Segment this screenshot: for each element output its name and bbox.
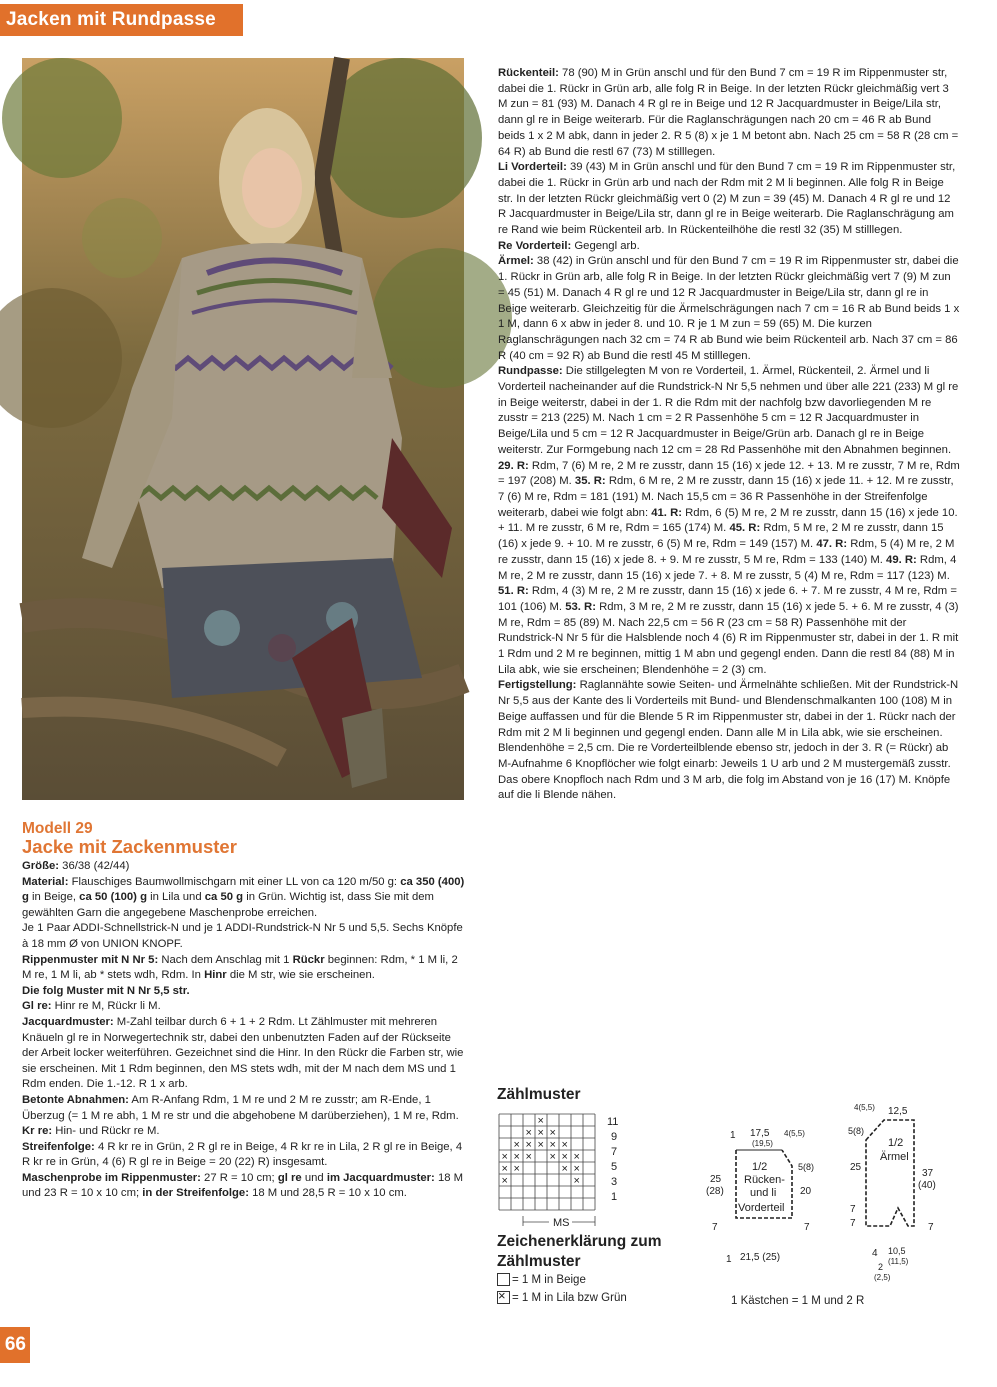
svg-text:(28): (28) — [706, 1186, 724, 1197]
decrease-paragraph: Betonte Abnahmen: Am R-Anfang Rdm, 1 M re und 2 M re zusstr; am R-Ende, 1 Überzug (= 1 M re abh, 1 M re str und die abgehobene M darüberziehen), 1 M re, Rdm. — [22, 1093, 459, 1122]
row-number: 1 — [611, 1191, 618, 1203]
chart-cross-cell: × — [525, 1127, 532, 1139]
chart-cross-cell: × — [561, 1163, 568, 1175]
rib-paragraph: Rippenmuster mit N Nr 5: Nach dem Anschlag mit 1 Rückr beginnen: Rdm, * 1 M li, 2 M re, 1 M li, ab * stets wdh, Rdm. In Hinr die M str, wie sie erscheinen. — [22, 953, 458, 982]
svg-text:1: 1 — [726, 1254, 732, 1265]
svg-text:(19,5): (19,5) — [752, 1139, 773, 1148]
chart-cross-cell: × — [549, 1139, 556, 1151]
size-paragraph: Größe: 36/38 (42/44) — [22, 860, 130, 872]
svg-text:4(5,5): 4(5,5) — [784, 1129, 805, 1138]
material-paragraph: Material: Flauschiges Baumwollmischgarn mit einer LL von ca 120 m/50 g: ca 350 (400) g in Beige, ca 50 (100) g in Lila und ca 50 g in Grün. Wichtig ist, dass Sie mit dem gewählten Garn die angegebene Maschenprobe erreichen. — [22, 875, 465, 919]
right-column — [498, 66, 960, 804]
row-number: 9 — [611, 1131, 618, 1143]
svg-text:Rücken-: Rücken- — [744, 1174, 785, 1186]
sleeve-paragraph: Ärmel: 38 (42) in Grün anschl und für den Bund 7 cm = 19 R im Rippenmuster str, dabei die 1. Rückr in Grün arb, alle folg R in Beige. In der letzten Rückr gleichmäßig vert 7 (9) M zun = 45 (51) M. Danach 4 R gl re und 12 R Jacquardmuster in Beige/Lila str, dann gl re in Beige weiterarb. Gleichzeitig für die Ärmelschrägungen nach 7 cm = 16 R ab Bund beids 1 x 1 M, dann 6 x abw in jeder 8. und 10. R je 1 M zun = 59 (65) M. Die kurzen Raglanschrägungen nach 32 cm = 74 R ab Bund wie beim Rückenteil arb. Nach 37 cm = 86 R (40 cm = 92 R) ab Bund die restl 45 M stilllegen. — [498, 255, 960, 362]
chart-cross-cell: × — [573, 1163, 580, 1175]
gauge-paragraph: Maschenprobe im Rippenmuster: 27 R = 10 cm; gl re und im Jacquardmuster: 18 M und 23 R = 10 x 10 cm; in der Streifenfolge: 18 M und 28,5 R = 10 x 10 cm. — [22, 1171, 464, 1200]
cross-square-icon — [497, 1291, 510, 1304]
legend-heading: Zeichenerklärung zum Zählmuster — [497, 1233, 662, 1270]
chart-cross-cell: × — [513, 1163, 520, 1175]
svg-text:Ärmel: Ärmel — [880, 1151, 909, 1163]
svg-text:4(5,5): 4(5,5) — [854, 1103, 875, 1112]
left-front-paragraph: Li Vorderteil: 39 (43) M in Grün anschl und für den Bund 7 cm = 19 R im Rippenmuster str, dabei die 1. Rückr in Grün arb und nach der Rdm mit 2 M li beginnen. Alle folg R in Beige str. In der letzten Rückr gleichmäßig vert 0 (2) M zun = 39 (45) M. Danach 4 R gl re und 12 R Jacquardmuster in Beige/Lila str, dann gl re in Beige weiterarb. Die Raglanschrägung am re Rand wie beim Rückenteil arb. In Rückenteilhöhe die restl 32 (35) M stilllegen. — [498, 161, 956, 237]
svg-text:17,5: 17,5 — [750, 1128, 770, 1139]
svg-text:10,5: 10,5 — [888, 1246, 906, 1256]
chart-cross-cell: × — [573, 1151, 580, 1163]
svg-text:(40): (40) — [918, 1180, 936, 1191]
svg-text:7: 7 — [928, 1222, 934, 1233]
svg-text:5(8): 5(8) — [848, 1126, 865, 1136]
chart-cross-cell: × — [513, 1151, 520, 1163]
row-number: 5 — [611, 1161, 618, 1173]
legend-lila: × = 1 M in Lila bzw Grün — [497, 1291, 627, 1304]
yoke-paragraph: Rundpasse: Die stillgelegten M von re Vorderteil, 1. Ärmel, Rückenteil, 2. Ärmel und li Vorderteil nacheinander auf die Rundstrick-N Nr 5,5 nehmen und über alle 221 (233) M gl re in Beige weiterstr, dabei in der 1. R die Rdm mit der nachfolg bzw davorliegenden M re zusstr = 213 (225) M. Nach 1 cm = 2 R Passenhöhe 5 cm = 12 R Jacquardmuster in Beige/Lila und 5 cm = 12 R Jacquardmuster in Beige/Grün arb. Danach gl re in Beige weiterstr. Zur Formgebung nach 12 cm = 28 Rd Passenhöhe mit den Abnahmen beginnen. 29. R: Rdm, 7 (6) M re, 2 M re zusstr, dann 15 (16) x jede 12. + 13. M re zusstr, 7 M re, Rdm = 197 (208) M. 35. R: Rdm, 6 M re, 2 M re zusstr, dann 15 (16) x jede 11. + 12. M re zusstr, 7 (6) M re, Rdm = 181 (191) M. Nach 15,5 cm = 36 R Passenhöhe in der Streifenfolge weiterarb, dabei wie folgt abn: 41. R: Rdm, 6 (5) M re, 2 M re zusstr, dann 15 (16) x jede 10. + 11. M re zusstr, 6 M re, Rdm = 165 (174) M. 45. R: Rdm, 5 M re, 2 M re zusstr, dann 15 (16) x jede 9. + 10. M re zusstr, 6 (5) M re, Rdm = 149 (157) M. 47. R: Rdm, 5 (4) M re, 2 M re zusstr, dann 15 (16) x jede 8. + 9. M re zusstr, 5 M re, Rdm = 133 (140) M. 49. R: Rdm, 4 M re, 2 M re zusstr, dann 15 (16) x jede 7. + 8. M re zusstr, 5 (4) M re, Rdm = 117 (123) M. 51. R: Rdm, 4 (3) M re, 2 M re zusstr, dann 15 (16) x jede 6. + 7. M re zusstr, 4 M re, Rdm = 101 (106) M. 53. R: Rdm, 3 M re, 2 M re zusstr, dann 15 (16) x jede 5. + 6. M re zusstr, 4 (3) M re, Rdm = 85 (89) M. Nach 22,5 cm = 56 R (23 cm = 58 R) Passenhöhe mit der Rundstrick-N Nr 5 für die Halsblende noch 4 (6) R im Rippenmuster str, dabei in der 1. R mit 1 Rdm und 2 M re beginnen, mittig 1 M abn und gegengl enden. Dann die restl 84 (88) M in Lila abk, wie sie erscheinen; Blendenhöhe = 2 (3) cm. — [498, 365, 960, 676]
svg-text:7: 7 — [850, 1218, 856, 1229]
svg-text:37: 37 — [922, 1168, 934, 1179]
svg-text:2: 2 — [878, 1262, 884, 1272]
chart-cross-cell: × — [549, 1127, 556, 1139]
jacquard-paragraph: Jacquardmuster: M-Zahl teilbar durch 6 + 1 + 2 Rdm. Lt Zählmuster mit mehreren Knäueln gl re in Norwegertechnik str, dabei den unbenutzten Faden auf der Rückseite der Arbeit locker weiterführen. Gezeichnet sind die Hinr. In den Rückr die Farben str, wie sie erscheinen. Mit 1 Rdm beginnen, den MS stets wdh, mit der M nach dem MS und 1 Rdm enden. Die 1.-12. R 1 x arb. — [22, 1015, 464, 1091]
svg-text:21,5 (25): 21,5 (25) — [740, 1252, 781, 1263]
svg-text:und li: und li — [750, 1187, 777, 1199]
row-number: 11 — [607, 1116, 619, 1128]
right-front-paragraph: Re Vorderteil: Gegengl arb. — [498, 239, 640, 252]
model-photo — [22, 58, 464, 800]
svg-text:7: 7 — [850, 1204, 856, 1215]
svg-text:4: 4 — [872, 1248, 878, 1259]
row-number: 3 — [611, 1176, 618, 1188]
chart-cross-cell: × — [573, 1175, 580, 1187]
chart-cross-cell: × — [513, 1139, 520, 1151]
svg-text:Vorderteil: Vorderteil — [738, 1202, 785, 1214]
back-paragraph: Rückenteil: 78 (90) M in Grün anschl und für den Bund 7 cm = 19 R im Rippenmuster str, dabei die 1. Rückr in Grün arb, alle folg R in Beige. In der letzten Rückr gleichmäßig vert 3 M zun = 81 (93) M. Danach 4 R gl re in Beige und 12 R Jacquardmuster in Beige/Lila str, dann gl re in Beige weiterarb. Für die Raglanschrägungen nach 20 cm = 46 R ab Bund beids 1 x 2 M abk, dann in jeder 2. R 5 (8) x je 1 M betont abn. Nach 25 cm = 58 R (28 cm = 64 R) ab Bund die restl 67 (73) M stilllegen. — [498, 67, 959, 158]
svg-text:1/2: 1/2 — [888, 1137, 904, 1149]
chart-cross-cell: × — [525, 1151, 532, 1163]
pattern-title: Jacke mit Zackenmuster — [22, 836, 237, 857]
chart-cross-cell: × — [501, 1175, 508, 1187]
chart-cross-cell: × — [537, 1127, 544, 1139]
chart-heading: Zählmuster — [497, 1086, 581, 1103]
model-number: Modell 29 — [22, 820, 93, 837]
legend-beige: = 1 M in Beige — [497, 1273, 586, 1286]
svg-text:25: 25 — [710, 1174, 722, 1185]
empty-square-icon — [497, 1273, 510, 1286]
chart-cross-cell: × — [561, 1151, 568, 1163]
stripe-paragraph: Streifenfolge: 4 R kr re in Grün, 2 R gl re in Beige, 4 R kr re in Lila, 2 R gl re in Beige, 4 R kr re in Grün, 4 (6) R gl re in Beige = 20 (22) R) insgesamt. — [22, 1140, 463, 1169]
finishing-paragraph: Fertigstellung: Raglannähte sowie Seiten- und Ärmelnähte schließen. Mit der Rundstrick-N Nr 5,5 aus der Kante des li Vorderteils mit Bund- und Blendenschmalkanten 100 (108) M in Beige auffassen und für die Blende 5 R im Rippenmuster str, dabei in der 1. Rückr nach der Rdm mit 2 M li beginnen und gegengl enden. Dann alle M in Lila abk, wie sie erscheinen. Blendenhöhe = 2,5 cm. Die re Vorderteilblende ebenso str, jedoch in der 3. R (= Rückr) ab M-Aufnahme 6 Knopflöcher wie folgt einarb: Jeweils 1 U arb und 2 M mustergemäß zusstr. Das obere Knopfloch nach Rdm und 3 M arb, die folg im Abstand von je 16 (17) M. Knöpfe auf die li Blende nähen. — [498, 679, 959, 802]
chart-cross-cell: × — [549, 1151, 556, 1163]
page-number: 66 — [0, 1327, 30, 1363]
following-paragraph: Die folg Muster mit N Nr 5,5 str. — [22, 984, 190, 997]
scale-note: 1 Kästchen = 1 M und 2 R — [731, 1295, 865, 1307]
chart-cross-cell: × — [537, 1139, 544, 1151]
knitting-chart — [497, 1112, 627, 1232]
chart-cross-cell: × — [525, 1139, 532, 1151]
garter-paragraph: Kr re: Hin- und Rückr re M. — [22, 1125, 160, 1138]
row-number: 7 — [611, 1146, 618, 1158]
chart-cross-cell: × — [537, 1115, 544, 1127]
chart-cross-cell: × — [561, 1139, 568, 1151]
stockinette-paragraph: Gl re: Hinr re M, Rückr li M. — [22, 1000, 161, 1013]
svg-text:5(8): 5(8) — [798, 1162, 815, 1172]
needles-paragraph: Je 1 Paar ADDI-Schnellstrick-N und je 1 ADDI-Rundstrick-N Nr 5 und 5,5. Sechs Knöpfe à 18 mm Ø von UNION KNOPF. — [22, 922, 463, 950]
svg-text:7: 7 — [712, 1222, 718, 1233]
svg-text:20: 20 — [800, 1186, 812, 1197]
sleeve-schematic — [842, 1098, 952, 1288]
svg-text:25: 25 — [850, 1162, 862, 1173]
svg-text:12,5: 12,5 — [888, 1106, 908, 1117]
ms-label: MS — [553, 1217, 570, 1229]
svg-text:1/2: 1/2 — [752, 1161, 768, 1173]
chart-cross-cell: × — [501, 1151, 508, 1163]
body-schematic — [700, 1120, 815, 1270]
svg-text:(11,5): (11,5) — [888, 1257, 909, 1266]
section-banner: Jacken mit Rundpasse — [0, 4, 243, 36]
svg-text:7: 7 — [804, 1222, 810, 1233]
left-column — [22, 820, 470, 1202]
svg-text:(2,5): (2,5) — [874, 1273, 891, 1282]
svg-text:1: 1 — [730, 1130, 736, 1141]
chart-cross-cell: × — [501, 1163, 508, 1175]
